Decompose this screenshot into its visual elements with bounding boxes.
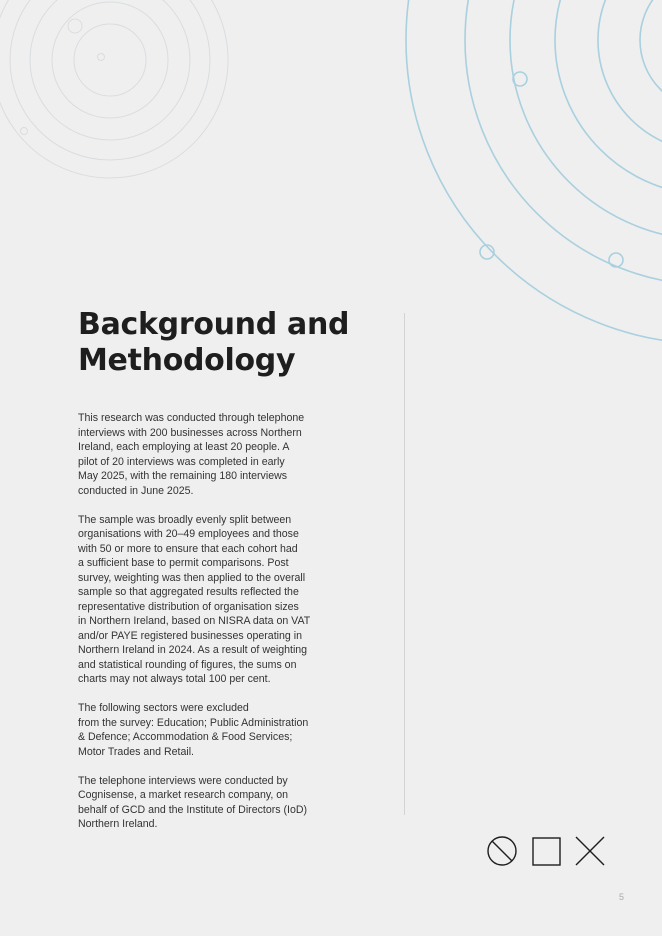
body-text bbox=[78, 411, 334, 846]
square-icon bbox=[533, 838, 560, 865]
text-line: representative distribution of organisation sizes bbox=[78, 600, 299, 613]
text-line: organisations with 20–49 employees and those bbox=[78, 528, 299, 540]
text-line: survey, weighting was then applied to the overall bbox=[78, 571, 306, 584]
text-line: behalf of GCD and the Institute of Directors (IoD) bbox=[78, 803, 308, 816]
faint-rings-top-left bbox=[0, 0, 228, 178]
text-line: The telephone interviews were conducted by bbox=[78, 774, 288, 787]
paragraph-fieldwork bbox=[78, 774, 334, 832]
text-line: Northern Ireland. bbox=[78, 818, 158, 830]
column-divider bbox=[404, 313, 405, 815]
text-line: with 50 or more to ensure that each cohort had bbox=[78, 542, 298, 555]
text-line: charts may not always total 100 per cent. bbox=[78, 673, 271, 685]
title-line: Background and bbox=[78, 307, 350, 342]
text-line: May 2025, with the remaining 180 interviews bbox=[78, 470, 288, 482]
text-line: pilot of 20 interviews was completed in early bbox=[78, 455, 285, 468]
paragraph-sample bbox=[78, 513, 334, 687]
text-line: & Defence; Accommodation & Food Services; bbox=[78, 731, 293, 743]
title-line: Methodology bbox=[78, 343, 296, 378]
text-line: sample so that aggregated results reflected the bbox=[78, 586, 299, 598]
text-line: and statistical rounding of figures, the sums on bbox=[78, 658, 297, 671]
text-line: The following sectors were excluded bbox=[78, 702, 249, 714]
symbol-row bbox=[488, 837, 604, 865]
page-title bbox=[78, 307, 398, 379]
text-line: Ireland, each employing at least 20 people. A bbox=[78, 441, 290, 453]
text-line: Motor Trades and Retail. bbox=[78, 745, 194, 758]
page-number: 5 bbox=[618, 892, 624, 902]
text-line: conducted in June 2025. bbox=[78, 484, 194, 497]
text-line: Cognisense, a market research company, on bbox=[78, 789, 289, 801]
paragraph-exclusions bbox=[78, 701, 334, 759]
blue-rings-top-right bbox=[406, 0, 662, 344]
text-line: The sample was broadly evenly split between bbox=[78, 513, 292, 526]
text-line: This research was conducted through telephone bbox=[78, 412, 305, 424]
text-line: Northern Ireland in 2024. As a result of weighting bbox=[78, 644, 308, 656]
circle-slash-icon bbox=[488, 837, 516, 865]
text-line: a sufficient base to permit comparisons. Post bbox=[78, 557, 289, 569]
text-line: from the survey: Education; Public Administration bbox=[78, 716, 309, 729]
paragraph-method bbox=[78, 411, 334, 498]
text-line: in Northern Ireland, based on NISRA data on VAT bbox=[78, 615, 311, 627]
text-line: and/or PAYE registered businesses operating in bbox=[78, 629, 302, 642]
text-line: interviews with 200 businesses across Northern bbox=[78, 426, 302, 439]
cross-icon bbox=[576, 837, 604, 865]
